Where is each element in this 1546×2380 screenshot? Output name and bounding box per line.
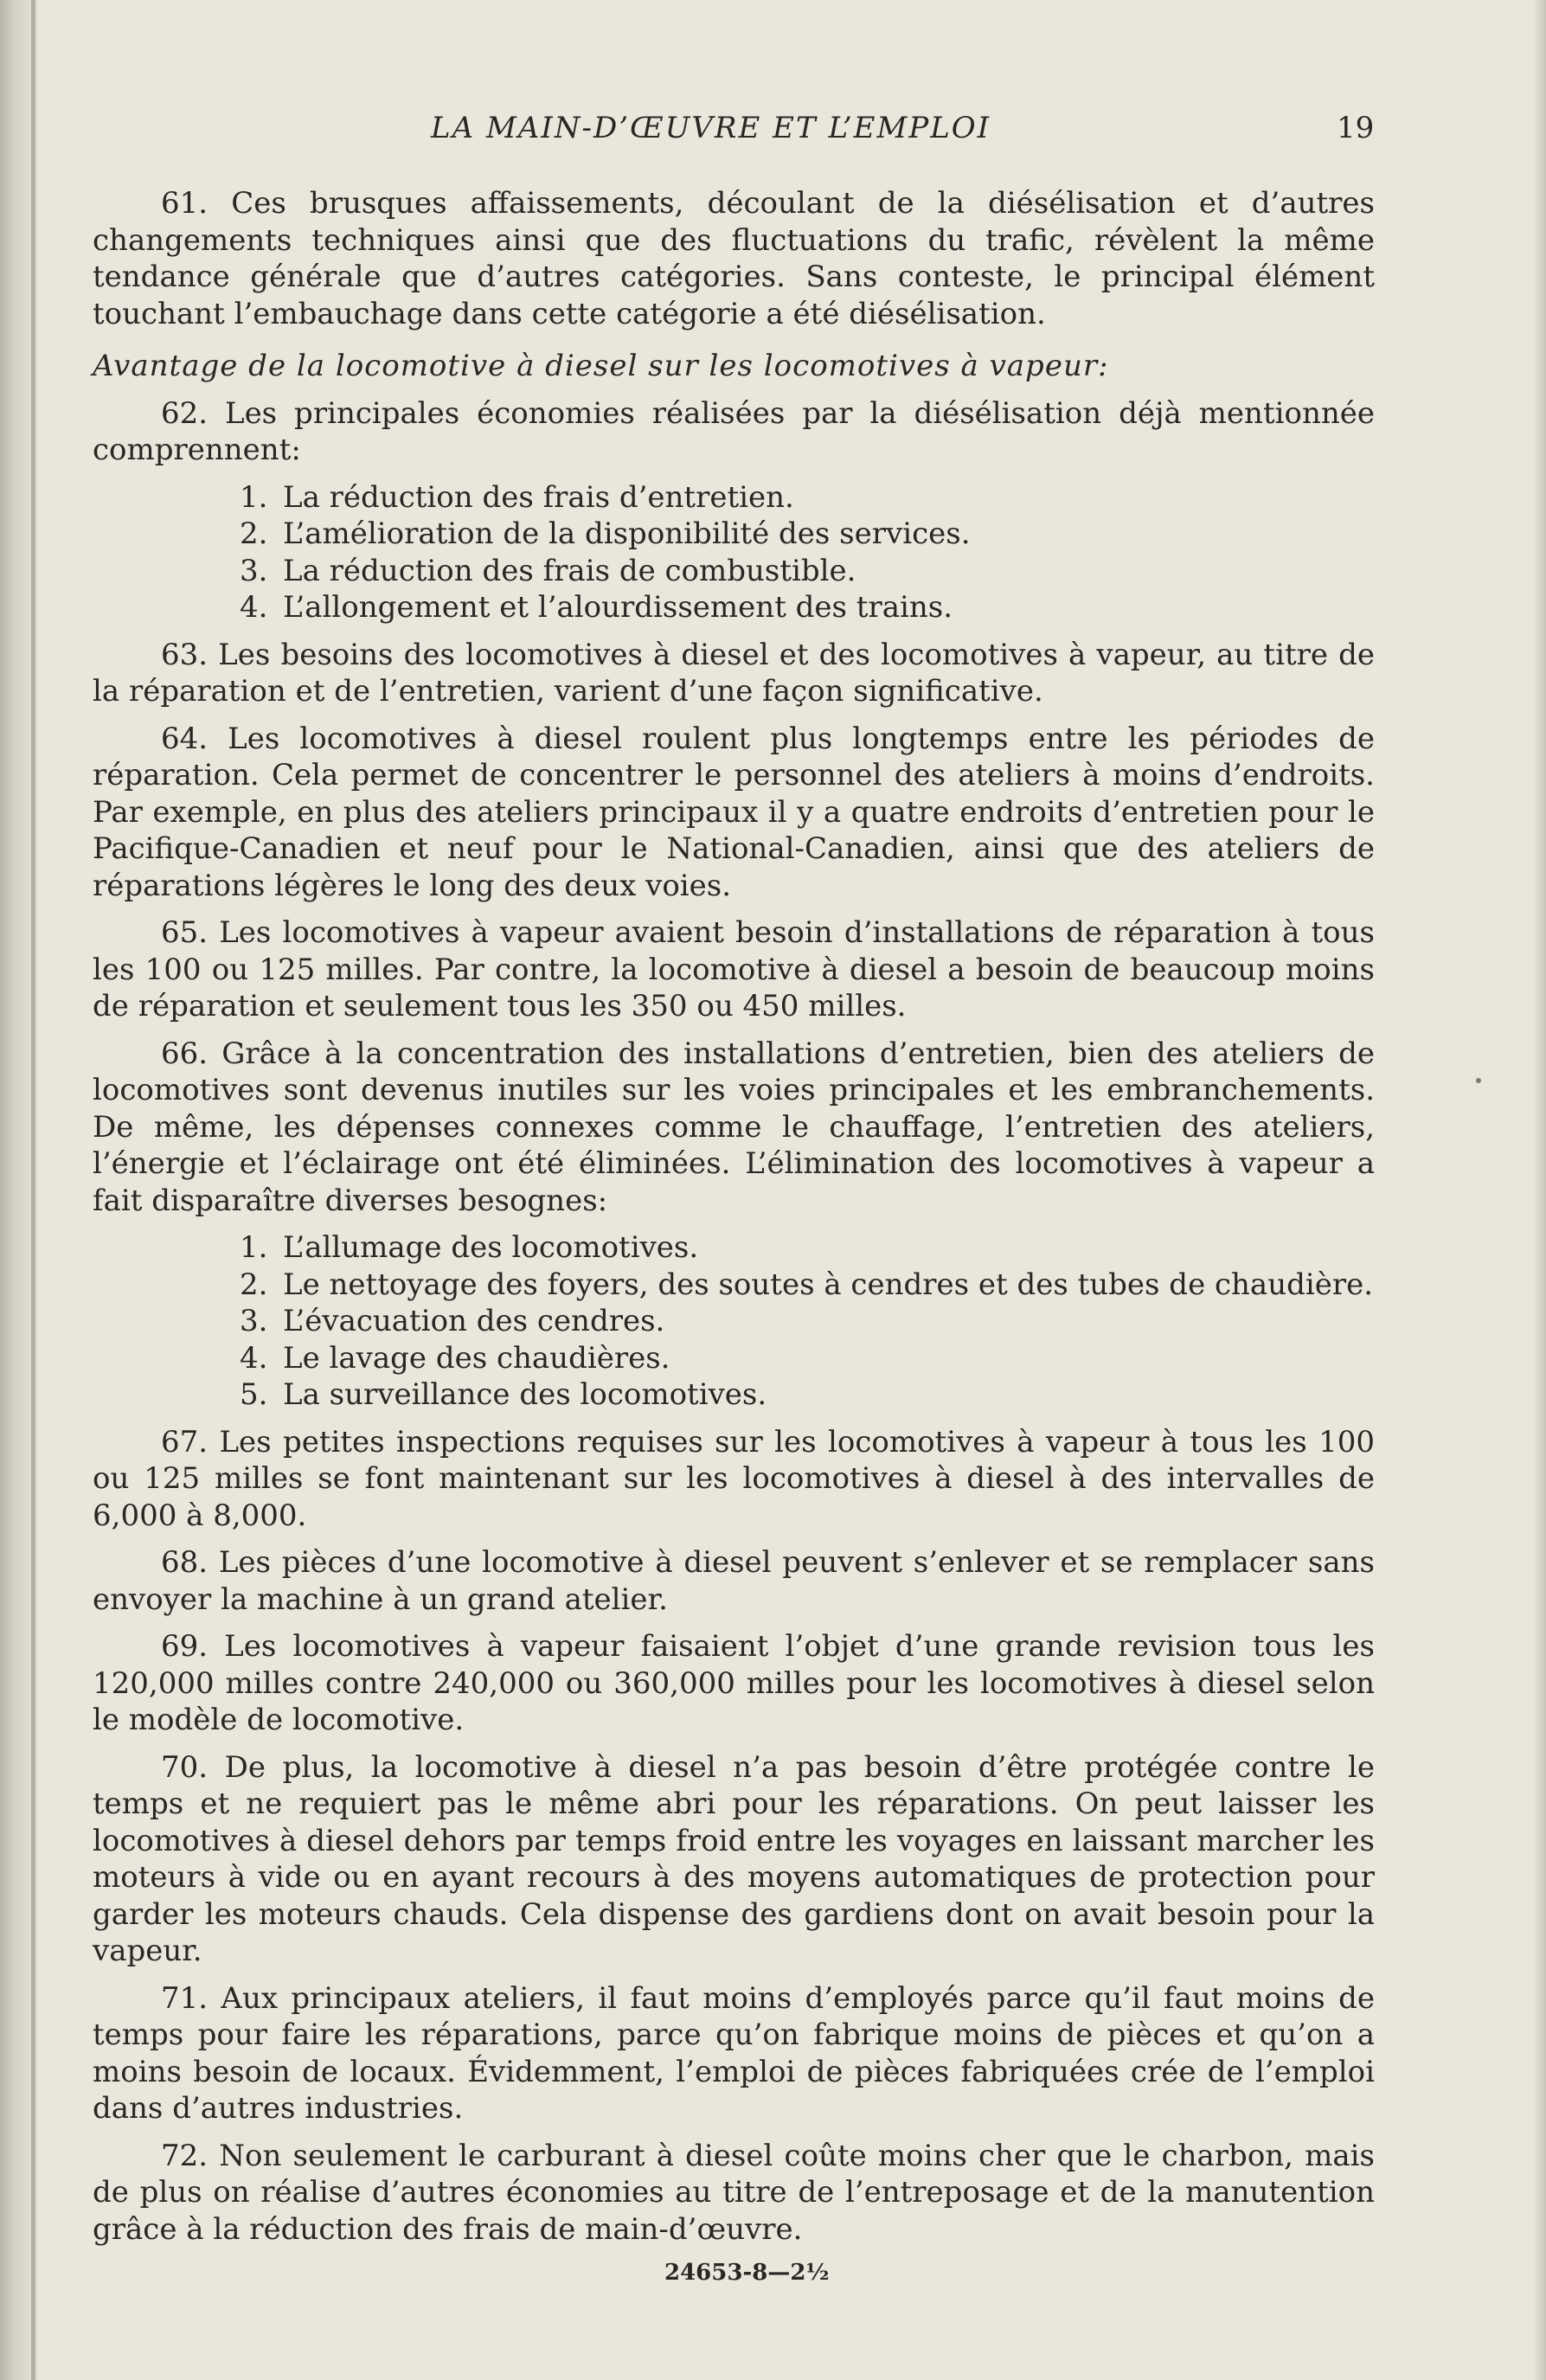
list-item <box>93 553 1375 590</box>
list-number: 2. <box>240 516 268 551</box>
list-text: Le lavage des chaudières. <box>283 1340 670 1376</box>
page-right-edge <box>1534 0 1546 2380</box>
list-text: La réduction des frais de combustible. <box>283 553 856 588</box>
list-text: L’allongement et l’alourdissement des trains. <box>283 590 953 625</box>
print-code: 24653-8—2½ <box>664 2260 830 2286</box>
list-number: 2. <box>240 1267 268 1302</box>
paragraph-62: 62. Les principales économies réalisées par la diésélisation déjà mentionnée comprennent: <box>93 395 1375 467</box>
list-text: L’amélioration de la disponibilité des services. <box>283 516 971 551</box>
binding-gutter-line <box>31 0 35 2380</box>
list-item <box>93 1267 1375 1304</box>
list-item <box>93 1340 1375 1377</box>
paragraph-68: 68. Les pièces d’une locomotive à diesel peuvent s’enlever et se remplacer sans envoyer la machine à un grand atelier. <box>93 1545 1375 1617</box>
list-number: 3. <box>240 1304 268 1338</box>
list-text: L’évacuation des cendres. <box>283 1304 665 1338</box>
list-item <box>93 1376 1375 1414</box>
list-item <box>93 1229 1375 1267</box>
eliminated-tasks-list <box>93 1229 1375 1414</box>
section-heading: Avantage de la locomotive à diesel sur les locomotives à vapeur: <box>93 349 1109 383</box>
body-text <box>93 185 1375 2258</box>
list-item <box>93 516 1375 553</box>
paragraph-65: 65. Les locomotives à vapeur avaient besoin d’installations de réparation à tous les 100 ou 125 milles. Par contre, la locomotive à diesel a besoin de beaucoup moins de réparation et seulement tous les 350 ou 450 milles. <box>93 915 1375 1023</box>
list-number: 5. <box>240 1377 268 1412</box>
list-number: 1. <box>240 479 268 515</box>
page-number: 19 <box>1337 111 1375 145</box>
list-number: 4. <box>240 1340 268 1376</box>
paragraph-71: 71. Aux principaux ateliers, il faut moins d’employés parce qu’il faut moins de temps pour faire les réparations, parce qu’on fabrique moins de pièces et qu’on a moins besoin de locaux. Évidemment, l’emploi de pièces fabriquées crée de l’emploi dans d’autres industries. <box>93 1980 1375 2126</box>
list-item <box>93 589 1375 626</box>
paragraph-66: 66. Grâce à la concentration des installations d’entretien, bien des ateliers de locomotives sont devenus inutiles sur les voies principales et les embranchements. De même, les dépenses connexes comme le chauffage, l’entretien des ateliers, l’énergie et l’éclairage ont été éliminées. L’élimination des locomotives à vapeur a fait disparaître diverses besognes: <box>93 1036 1375 1218</box>
paper-speck <box>1476 1078 1481 1083</box>
list-text: L’allumage des locomotives. <box>283 1230 699 1265</box>
running-title: LA MAIN-D’ŒUVRE ET L’EMPLOI <box>431 111 991 145</box>
paragraph-72: 72. Non seulement le carburant à diesel coûte moins cher que le charbon, mais de plus on réalise d’autres économies au titre de l’entreposage et de la manutention grâce à la réduction des frais de main-d’œuvre. <box>93 2138 1375 2247</box>
paragraph-70: 70. De plus, la locomotive à diesel n’a pas besoin d’être protégée contre le temps et ne requiert pas le même abri pour les réparations. On peut laisser les locomotives à diesel dehors par temps froid entre les voyages en laissant marcher les moteurs à vide ou en ayant recours à des moyens automatiques de protection pour garder les moteurs chauds. Cela dispense des gardiens dont on avait besoin pour la vapeur. <box>93 1749 1375 1968</box>
list-number: 4. <box>240 590 268 625</box>
list-text: Le nettoyage des foyers, des soutes à cendres et des tubes de chaudière. <box>283 1267 1374 1302</box>
paragraph-63: 63. Les besoins des locomotives à diesel et des locomotives à vapeur, au titre de la réparation et de l’entretien, varient d’une façon significative. <box>93 637 1375 709</box>
savings-list <box>93 479 1375 626</box>
list-number: 3. <box>240 553 268 588</box>
list-item <box>93 1303 1375 1340</box>
paragraph-67: 67. Les petites inspections requises sur les locomotives à vapeur à tous les 100 ou 125 milles se font maintenant sur les locomotives à diesel à des intervalles de 6,000 à 8,000. <box>93 1424 1375 1533</box>
page-header <box>0 111 1546 154</box>
list-item <box>93 479 1375 516</box>
list-text: La réduction des frais d’entretien. <box>283 479 794 515</box>
paragraph-64: 64. Les locomotives à diesel roulent plus longtemps entre les périodes de réparation. Cela permet de concentrer le personnel des ateliers à moins d’endroits. Par exemple, en plus des ateliers principaux il y a quatre endroits d’entretien pour le Pacifique-Canadien et neuf pour le National-Canadien, ainsi que des ateliers de réparations légères le long des deux voies. <box>93 721 1375 903</box>
list-text: La surveillance des locomotives. <box>283 1377 767 1412</box>
paragraph-69: 69. Les locomotives à vapeur faisaient l’objet d’une grande revision tous les 120,000 milles contre 240,000 ou 360,000 milles pour les locomotives à diesel selon le modèle de locomotive. <box>93 1629 1375 1737</box>
paragraph-61: 61. Ces brusques affaissements, découlant de la diésélisation et d’autres changements techniques ainsi que des fluctuations du trafic, révèlent la même tendance générale que d’autres catégories. Sans conteste, le principal élément touchant l’embauchage dans cette catégorie a été diésélisation. <box>93 186 1375 331</box>
list-number: 1. <box>240 1230 268 1265</box>
